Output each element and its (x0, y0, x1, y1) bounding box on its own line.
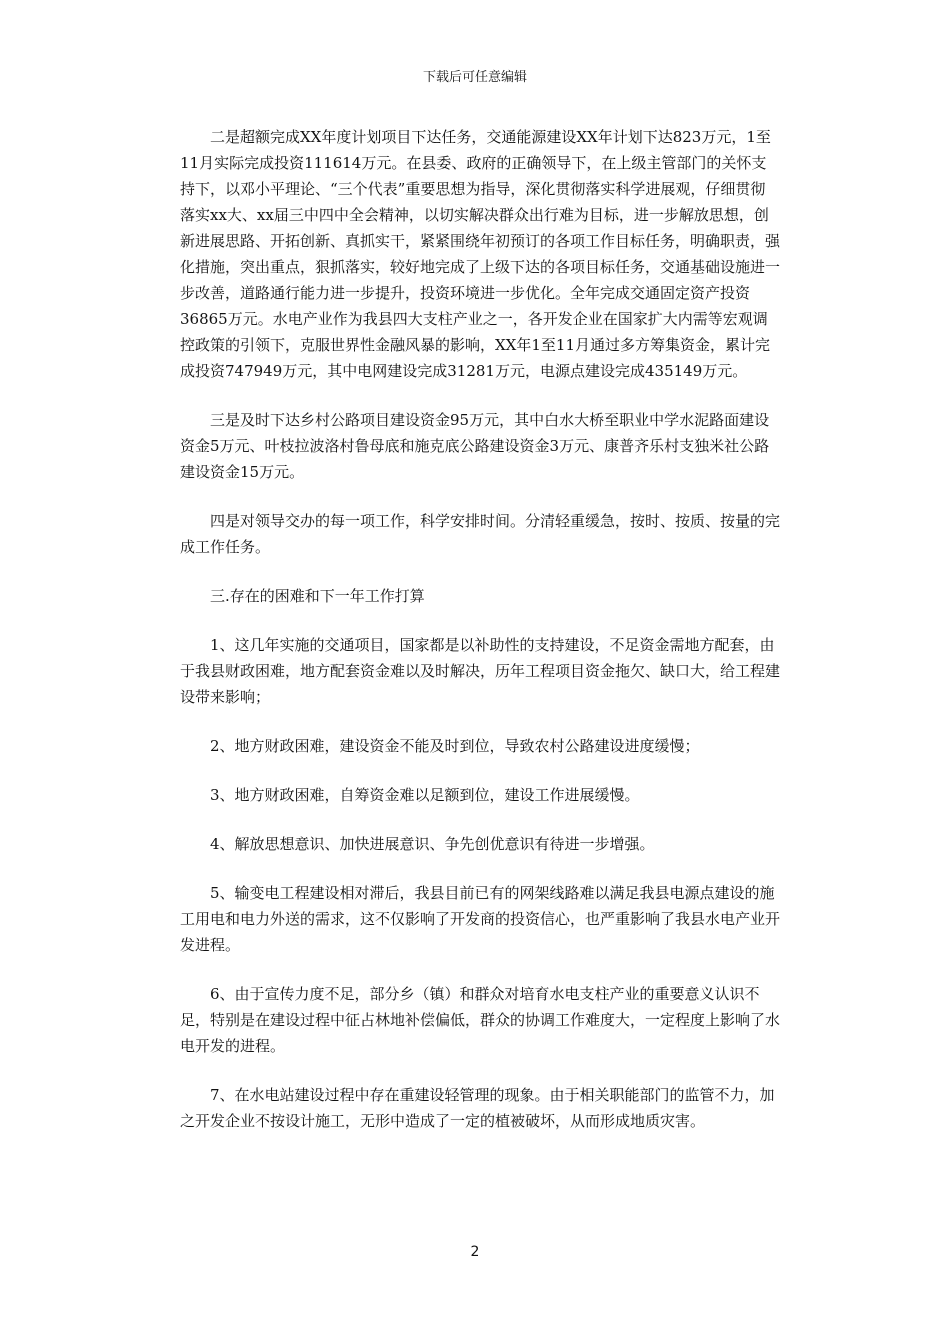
list-item-3: 3、地方财政困难，自筹资金难以足额到位，建设工作进展缓慢。 (210, 786, 640, 804)
list-item-6: 6、由于宣传力度不足，部分乡（镇）和群众对培育水电支柱产业的重要意义认识不足，特别是在建设过程中征占林地补偿偏低，群众的协调工作难度大，一定程度上影响了水电开发的进程。 (180, 985, 781, 1055)
list-item-5: 5、输变电工程建设相对滞后，我县目前已有的网架线路难以满足我县电源点建设的施工用电和电力外送的需求，这不仅影响了开发商的投资信心，也严重影响了我县水电产业开发进程。 (180, 884, 781, 954)
paragraph-leadership-assignments: 四是对领导交办的每一项工作，科学安排时间。分清轻重缓急，按时、按质、按量的完成工作任务。 (180, 512, 781, 556)
paragraph-overfulfilled-tasks: 二是超额完成XX年度计划项目下达任务，交通能源建设XX年计划下达823万元，1至11月实际完成投资111614万元。在县委、政府的正确领导下，在上级主管部门的关怀支持下，以邓小平理论、“三个代表”重要思想为指导，深化贯彻落实科学进展观，仔细贯彻落实xx大、xx届三中四中全会精神，以切实解决群众出行难为目标，进一步解放思想，创新进展思路、开拓创新、真抓实干，紧紧围绕年初预订的各项工作目标任务，明确职责，强化措施，突出重点，狠抓落实，较好地完成了上级下达的各项目标任务，交通基础设施进一步改善，道路通行能力进一步提升，投资环境进一步优化。全年完成交通固定资产投资36865万元。水电产业作为我县四大支柱产业之一，各开发企业在国家扩大内需等宏观调控政策的引领下，克服世界性金融风暴的影响，XX年1至11月通过多方筹集资金，累计完成投资747949万元，其中电网建设完成31281万元，电源点建设完成435149万元。 (180, 128, 781, 380)
list-item-7: 7、在水电站建设过程中存在重建设轻管理的现象。由于相关职能部门的监管不力，加之开发企业不按设计施工，无形中造成了一定的植被破坏，从而形成地质灾害。 (180, 1086, 775, 1130)
page-number: 2 (470, 1244, 480, 1260)
header-note: 下载后可任意编辑 (422, 70, 527, 85)
list-item-4: 4、解放思想意识、加快进展意识、争先创优意识有待进一步增强。 (210, 835, 655, 853)
paragraph-rural-road-funds: 三是及时下达乡村公路项目建设资金95万元，其中白水大桥至职业中学水泥路面建设资金5万元、叶枝拉波洛村鲁母底和施克底公路建设资金3万元、康普齐乐村支独米社公路建设资金15万元。 (180, 411, 770, 481)
list-item-1: 1、这几年实施的交通项目，国家都是以补助性的支持建设，不足资金需地方配套，由于我县财政困难，地方配套资金难以及时解决，历年工程项目资金拖欠、缺口大，给工程建设带来影响； (180, 636, 781, 706)
document-body (180, 124, 780, 1157)
section-heading: 三.存在的困难和下一年工作打算 (210, 587, 425, 605)
list-item-2: 2、地方财政困难，建设资金不能及时到位，导致农村公路建设进度缓慢； (210, 737, 700, 755)
